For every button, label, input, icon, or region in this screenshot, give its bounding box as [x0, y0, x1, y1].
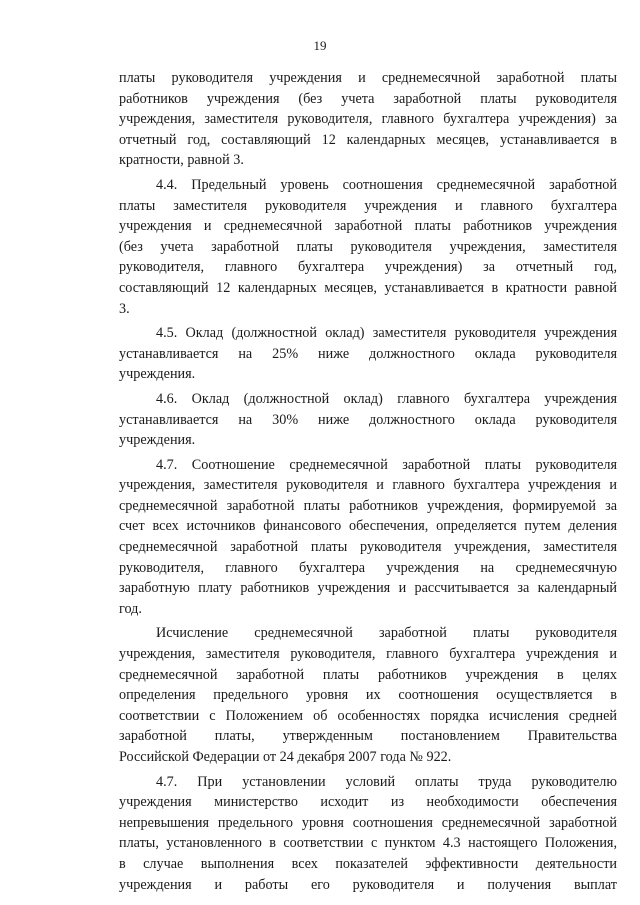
- text-line: заработной платы, утвержденным постановлением Правительства: [119, 728, 617, 745]
- text-line: 4.6. Оклад (должностной оклад) главного бухгалтера учреждения: [156, 390, 617, 407]
- text-line: платы, установленного в соответствии с пунктом 4.3 настоящего Положения,: [119, 835, 617, 852]
- text-line: среднемесячной заработной платы работников учреждения в целях: [119, 666, 617, 683]
- text-line: соответствии с Положением об особенностях порядка исчисления средней: [119, 707, 617, 724]
- text-line: 4.7. При установлении условий оплаты труда руководителю: [156, 773, 617, 790]
- paragraph: [119, 772, 617, 896]
- text-line: платы руководителя учреждения и среднемесячной заработной платы: [119, 70, 617, 86]
- body-text: [119, 68, 617, 895]
- text-line: год.: [119, 600, 142, 617]
- paragraph: [119, 323, 617, 385]
- text-line: руководителя, главного бухгалтера учреждения на среднемесячную: [119, 559, 617, 576]
- paragraph: [119, 455, 617, 620]
- text-line: учреждения.: [119, 432, 196, 449]
- text-line: Российской Федерации от 24 декабря 2007 года № 922.: [119, 749, 452, 765]
- text-line: учреждения и работы его руководителя и получения выплат: [119, 876, 617, 893]
- text-line: 4.4. Предельный уровень соотношения среднемесячной заработной: [156, 176, 617, 193]
- text-line: определения предельного уровня их соотношения осуществляется в: [119, 687, 617, 704]
- text-line: составляющий 12 календарных месяцев, устанавливается в кратности равной: [119, 279, 617, 296]
- text-line: кратности, равной 3.: [119, 152, 244, 169]
- text-line: платы заместителя руководителя учреждения и главного бухгалтера: [119, 197, 617, 214]
- paragraph: [119, 175, 617, 319]
- text-line: устанавливается на 25% ниже должностного оклада руководителя: [119, 345, 617, 362]
- text-line: заработную плату работников учреждения и рассчитывается за календарный: [119, 580, 617, 597]
- text-line: Исчисление среднемесячной заработной платы руководителя: [156, 625, 617, 642]
- text-line: счет всех источников финансового обеспечения, определяется путем деления: [119, 518, 617, 535]
- text-line: непревышения предельного уровня соотношения среднемесячной заработной: [119, 814, 617, 831]
- text-line: среднемесячной заработной платы руководителя учреждения, заместителя: [119, 539, 617, 556]
- text-line: среднемесячной заработной платы работников учреждения, формируемой за: [119, 497, 617, 514]
- text-line: учреждения, заместителя руководителя, главного бухгалтера учреждения) за: [119, 111, 617, 128]
- text-line: работников учреждения (без учета заработной платы руководителя: [119, 90, 617, 107]
- text-line: в случае выполнения всех показателей эффективности деятельности: [119, 855, 617, 872]
- text-line: отчетный год, составляющий 12 календарных месяцев, устанавливается в: [119, 131, 617, 148]
- text-line: учреждения.: [119, 366, 196, 383]
- text-line: учреждения, заместителя руководителя и главного бухгалтера учреждения и: [119, 477, 617, 494]
- text-line: руководителя, главного бухгалтера учреждения) за отчетный год,: [119, 259, 617, 276]
- text-line: устанавливается на 30% ниже должностного оклада руководителя: [119, 411, 617, 428]
- text-line: учреждения и среднемесячной заработной платы работников учреждения: [119, 218, 617, 235]
- paragraph: [119, 623, 617, 767]
- page-number: 19: [313, 38, 327, 53]
- text-line: 3.: [119, 300, 130, 317]
- text-line: учреждения, заместителя руководителя, главного бухгалтера учреждения и: [119, 646, 617, 663]
- text-line: учреждения министерство исходит из необходимости обеспечения: [119, 794, 617, 811]
- text-line: 4.7. Соотношение среднемесячной заработной платы руководителя: [156, 456, 617, 473]
- paragraph: [119, 68, 617, 171]
- text-line: 4.5. Оклад (должностной оклад) заместителя руководителя учреждения: [156, 325, 617, 342]
- text-line: (без учета заработной платы руководителя учреждения, заместителя: [119, 238, 617, 255]
- paragraph: [119, 389, 617, 451]
